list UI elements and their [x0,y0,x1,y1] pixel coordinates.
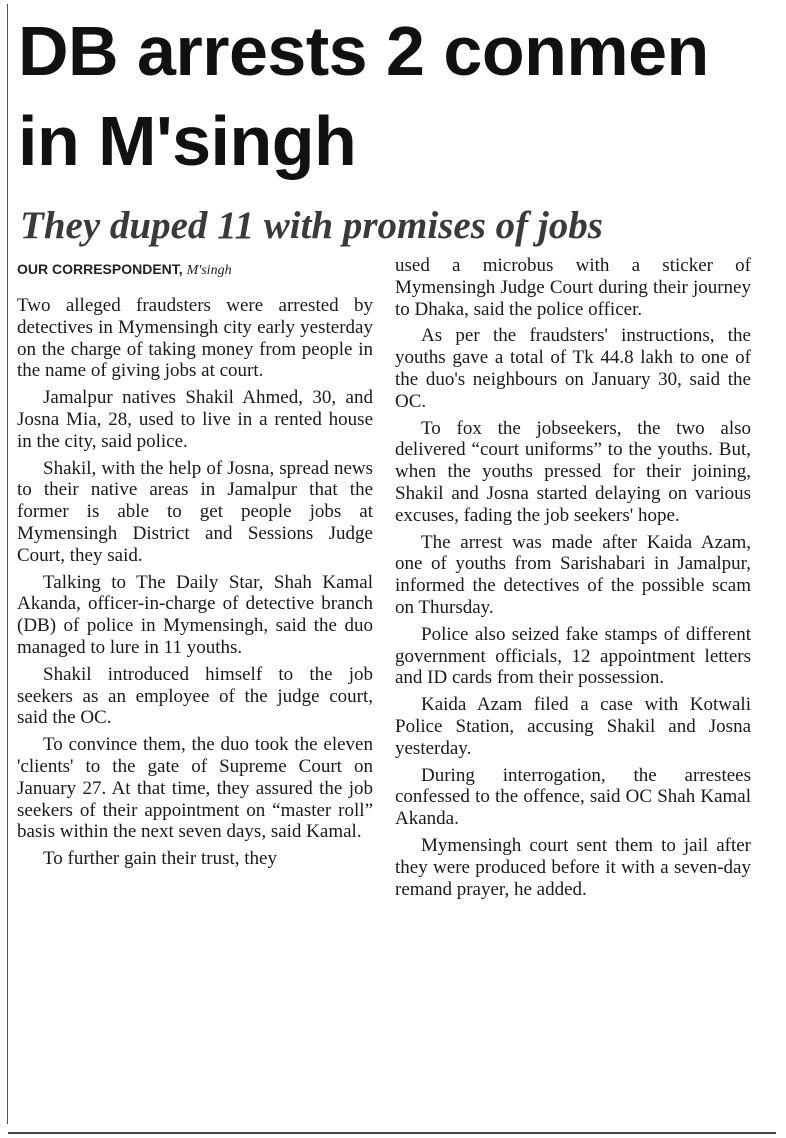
paragraph: Talking to The Daily Star, Shah Kamal Akanda, officer-in-charge of detective branch (DB) of police in Mymensingh, said the duo managed to lure in 11 youths. [17,571,373,658]
byline-author: OUR CORRESPONDENT, [17,261,183,277]
right-column [395,255,751,905]
paragraph: Two alleged fraudsters were arrested by detectives in Mymensingh city early yesterday on the charge of taking money from people in the name of giving jobs at court. [17,295,373,382]
paragraph: As per the fraudsters' instructions, the youths gave a total of Tk 44.8 lakh to one of the duo's neighbours on January 30, said the OC. [395,325,751,412]
left-column [17,258,373,875]
subhead: They duped 11 with promises of jobs [20,204,603,247]
paragraph: Kaida Azam filed a case with Kotwali Police Station, accusing Shakil and Josna yesterday. [395,694,751,759]
paragraph: used a microbus with a sticker of Mymensingh Judge Court during their journey to Dhaka, said the police officer. [395,255,751,320]
paragraph: To further gain their trust, they [43,848,277,870]
paragraph: Mymensingh court sent them to jail after they were produced before it with a seven-day remand prayer, he added. [395,834,751,900]
paragraph: Shakil, with the help of Josna, spread news to their native areas in Jamalpur that the former is able to get people jobs at Mymensingh District and Sessions Judge Court, they said. [17,457,373,566]
left-column-rule [7,4,8,1124]
headline: DB arrests 2 conmen in M'singh [18,12,709,180]
byline [17,258,373,282]
paragraph: The arrest was made after Kaida Azam, one of youths from Sarishabari in Jamalpur, informed the detectives of the possible scam on Thursday. [395,531,751,618]
paragraph: During interrogation, the arrestees confessed to the offence, said OC Shah Kamal Akanda. [395,764,751,830]
bottom-rule [8,1132,776,1134]
paragraph: To fox the jobseekers, the two also delivered “court uniforms” to the youths. But, when the youths pressed for their joining, Shakil and Josna started delaying on various excuses, fading the job seekers' hope. [395,417,751,526]
paragraph: Shakil introduced himself to the job seekers as an employee of the judge court, said the OC. [17,663,373,729]
paragraph: Jamalpur natives Shakil Ahmed, 30, and Josna Mia, 28, used to live in a rented house in the city, said police. [17,387,373,452]
paragraph: To convince them, the duo took the eleven 'clients' to the gate of Supreme Court on January 27. At that time, they assured the job seekers of their appointment on “master roll” basis within the next seven days, said Kamal. [17,734,373,843]
byline-location: M'singh [186,263,232,278]
paragraph: Police also seized fake stamps of different government officials, 12 appointment letters and ID cards from their possession. [395,623,751,689]
